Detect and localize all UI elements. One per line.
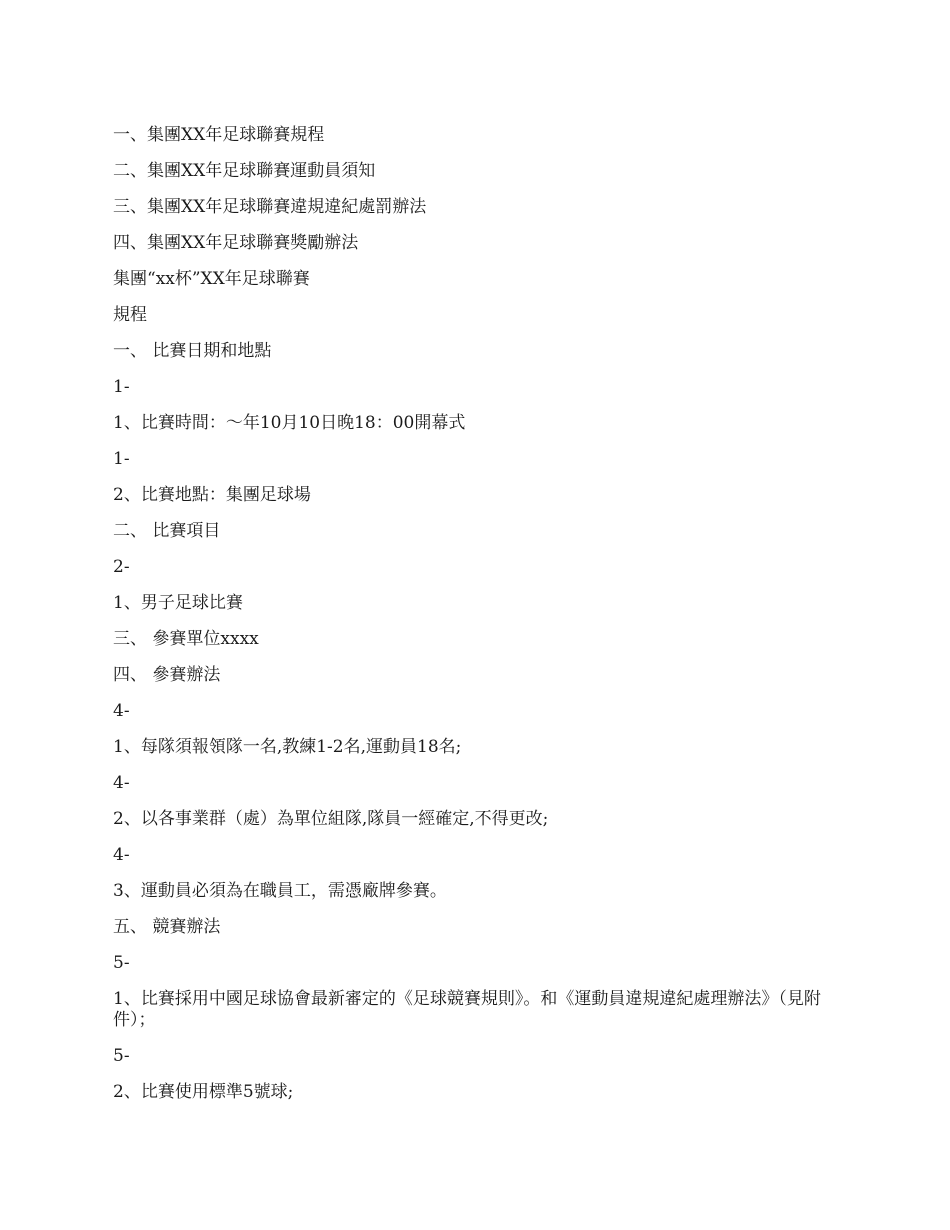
clause-text: 3、運動員必須為在職員工，需憑廠牌參賽。 bbox=[113, 881, 447, 901]
section-heading-events: 二、 比賽項目 bbox=[113, 521, 221, 541]
clause-number: 2- bbox=[113, 557, 130, 577]
clause-text-multiline: 1、比賽採用中國足球協會最新審定的《足球競賽規則》。和《運動員違規違紀處理辦法》（見附件）； bbox=[113, 989, 821, 1030]
clause-number: 1- bbox=[113, 377, 130, 397]
section-heading-schedule: 一、 比賽日期和地點 bbox=[113, 341, 272, 361]
clause-text: 1、男子足球比賽 bbox=[113, 593, 243, 613]
clause-text: 1、比賽時間：～年10月10日晚18：00開幕式 bbox=[113, 413, 466, 433]
section-heading-method: 四、 參賽辦法 bbox=[113, 665, 221, 685]
clause-text: 2、比賽使用標準5號球; bbox=[113, 1082, 294, 1102]
clause-text: 2、以各事業群（處）為單位組隊,隊員一經確定,不得更改; bbox=[113, 809, 549, 829]
toc-item-4: 四、集團XX年足球聯賽獎勵辦法 bbox=[113, 233, 359, 253]
clause-text: 1、每隊須報領隊一名,教練1-2名,運動員18名; bbox=[113, 737, 462, 757]
clause-number: 4- bbox=[113, 773, 130, 793]
document-subtitle: 規程 bbox=[113, 305, 147, 325]
toc-item-2: 二、集團XX年足球聯賽運動員須知 bbox=[113, 161, 376, 181]
document-title: 集團“xx杯”XX年足球聯賽 bbox=[113, 269, 310, 289]
clause-number: 5- bbox=[113, 953, 130, 973]
section-heading-units: 三、 參賽單位xxxx bbox=[113, 629, 259, 649]
clause-number: 5- bbox=[113, 1046, 130, 1066]
toc-item-1: 一、集團XX年足球聯賽規程 bbox=[113, 125, 325, 145]
clause-number: 4- bbox=[113, 845, 130, 865]
section-heading-competition: 五、 競賽辦法 bbox=[113, 917, 221, 937]
clause-text: 2、比賽地點：集團足球場 bbox=[113, 485, 311, 505]
clause-number: 1- bbox=[113, 449, 130, 469]
toc-item-3: 三、集團XX年足球聯賽違規違紀處罰辦法 bbox=[113, 197, 427, 217]
clause-number: 4- bbox=[113, 701, 130, 721]
